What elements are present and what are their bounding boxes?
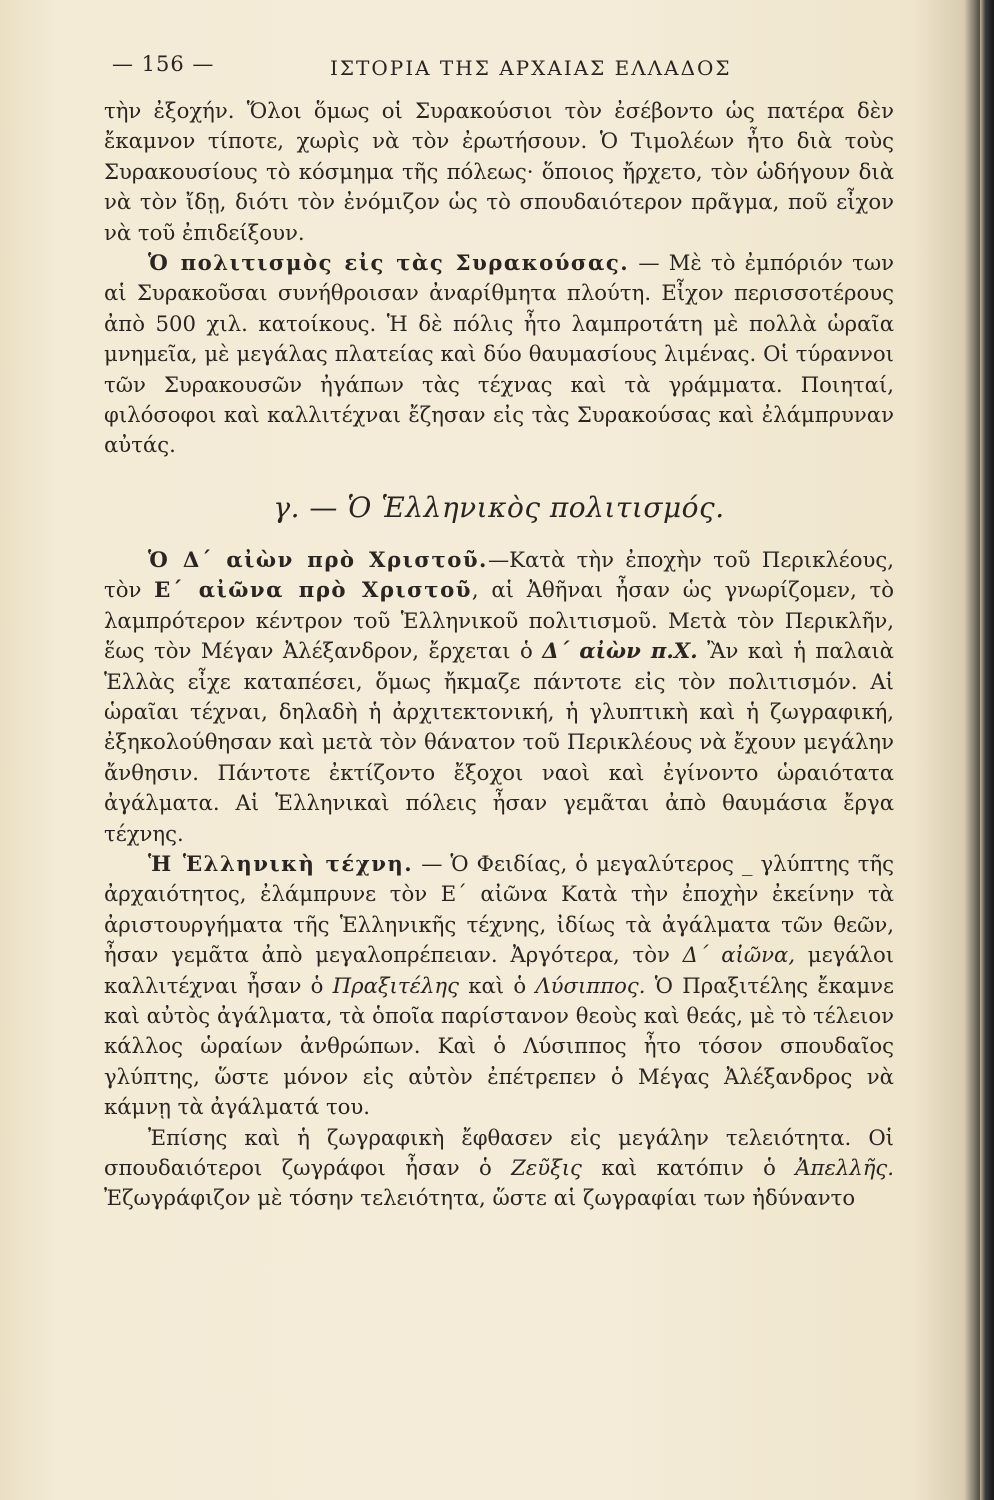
paragraph-text: Ὁ Πραξιτέλης ἔκαμνε καὶ αὐτὸς ἀγάλματα, τὰ ὁποῖα παρίστανον θεοὺς καὶ θεάς, μὲ τὸ τέλειον κάλλος ὡραίων ἀνθρώπων. Καὶ ὁ Λύσιππος ἦτο τόσον σπουδαῖος γλύπτης, ὥστε μόνον εἰς αὐτὸν ἐπέτρεπεν ὁ Μέγας Ἀλέξανδρος νὰ κάμνῃ τὰ ἀγάλματά του. (104, 972, 894, 1120)
paragraph-text: — Μὲ τὸ ἐμπόριόν των αἱ Συρακοῦσαι συνήθροισαν ἀναρίθμητα πλούτη. Εἶχον περισσοτέρους ἀπὸ 500 χιλ. κατοίκους. Ἡ δὲ πόλις ἦτο λαμπροτάτη μὲ πολλὰ ὡραῖα μνημεῖα, μὲ μεγάλας πλατείας καὶ δύο θαυμασίους λιμένας. Οἱ τύραννοι τῶν Συρακουσῶν ἠγάπων τὰς τέχνας καὶ τὰ γράμματα. Ποιηταί, φιλόσοφοι καὶ καλλιτέχναι ἔζησαν εἰς τὰς Συρακούσας καὶ ἐλάμπρυναν αὐτάς. (104, 250, 894, 458)
paragraph-lead: Ὁ Δ΄ αἰὼν πρὸ Χριστοῦ. (148, 546, 488, 572)
inline-bold: Ε΄ αἰῶνα πρὸ Χριστοῦ (154, 577, 472, 603)
paragraph-text: — Ὁ Φειδίας, ὁ μεγαλύτερος _ γλύπτης τῆς ἀρχαιότητος, ἐλάμπρυνε τὸν Ε΄ αἰῶνα Κατὰ τὴν ἐποχὴν ἐκείνην τὰ ἀριστουργήματα τῆς Ἑλληνικῆς τέχνης, ἰδίως τὰ ἀγάλματα τῶν θεῶν, ἦσαν γεμᾶτα ἀπὸ μεγαλοπρέπειαν. Ἀργότερα, τὸν (104, 850, 894, 968)
page-number: — 156 — (112, 52, 215, 76)
paragraph-lead: Ἡ Ἑλληνικὴ τέχνη. (148, 850, 414, 876)
inline-italic: Πραξιτέλης (332, 972, 459, 998)
running-title: ΙΣΤΟΡΙΑ ΤΗΣ ΑΡΧΑΙΑΣ ΕΛΛΑΔΟΣ (330, 56, 732, 80)
page-header (112, 52, 932, 92)
paragraph-text: καὶ ὁ (458, 972, 536, 998)
paragraph-text: καὶ κατόπιν ὁ (581, 1155, 796, 1180)
paragraph-fourth-century (104, 545, 894, 849)
paragraph-text: Ἂν καὶ ἡ παλαιὰ Ἑλλὰς εἶχε καταπέσει, ὅμως ἤκμαζε πάντοτε εἰς τὸν πολιτισμόν. Αἱ ὡραῖαι τέχναι, δηλαδὴ ἡ ἀρχιτεκτονική, ἡ γλυπτικὴ καὶ ἡ ζωγραφική, ἐξηκολούθησαν καὶ μετὰ τὸν θάνατον τοῦ Περικλέους νὰ ἔχουν μεγάλην ἄνθησιν. Πάντοτε ἐκτίζοντο ἔξοχοι ναοὶ καὶ ἐγίνοντο ὡραιότατα ἀγάλματα. Αἱ Ἑλληνικαὶ πόλεις ἦσαν γεμᾶται ἀπὸ θαυμάσια ἔργα τέχνης. (104, 638, 894, 846)
paragraph-painting (104, 1123, 894, 1214)
paragraph-text: , αἱ Ἀθῆναι ἦσαν ὡς γνωρίζομεν, τὸ λαμπρότερον κέντρον τοῦ Ἑλληνικοῦ πολιτισμοῦ. Μετὰ τὸν Περικλῆν, ἕως τὸν Μέγαν Ἀλέξανδρον, ἔρχεται ὁ (104, 577, 895, 664)
paragraph-text: τὴν ἐξοχήν. Ὅλοι ὅμως οἱ Συρακούσιοι τὸν ἐσέβοντο ὡς πατέρα δὲν ἔκαμνον τίποτε, χωρὶς νὰ τὸν ἐρωτήσουν. Ὁ Τιμολέων ἦτο διὰ τοὺς Συρακουσίους τὸ κόσμημα τῆς πόλεως· ὅποιος ἤρχετο, τὸν ὡδήγουν διὰ νὰ τὸν ἴδῃ, διότι τὸν ἐνόμιζον ὡς τὸ σπουδαιότερον πρᾶγμα, ποῦ εἶχον νὰ τοῦ ἐπιδείξουν. (104, 98, 894, 245)
paragraph-syracuse-civilization (104, 248, 894, 461)
paragraph-continued (104, 96, 894, 248)
inline-italic: Δ΄ αἰῶνα, (682, 942, 796, 968)
paragraph-text: —Κατὰ τὴν ἐποχὴν τοῦ Περικλέους, τὸν (104, 546, 895, 603)
paragraph-text: μεγάλοι καλλιτέχναι ἦσαν ὁ (104, 942, 895, 998)
page-binding-shadow (980, 0, 994, 1500)
inline-italic: Δ΄ αἰὼν π.Χ. (542, 638, 698, 664)
paragraph-text: Ἐζωγράφιζον μὲ τόσην τελειότητα, ὥστε αἱ ζωγραφίαι των ἠδύναντο (104, 1185, 856, 1211)
page-body (104, 96, 894, 1214)
paragraph-lead: Ὁ πολιτισμὸς εἰς τὰς Συρακούσας. (148, 250, 630, 276)
inline-italic: Λύσιππος. (535, 972, 646, 998)
inline-italic: Ἀπελλῆς. (795, 1155, 894, 1180)
section-heading: γ. — Ὁ Ἑλληνικὸς πολιτισμός. (273, 490, 725, 524)
paragraph-text: Ἐπίσης καὶ ἡ ζωγραφικὴ ἔφθασεν εἰς μεγάλην τελειότητα. Οἱ σπουδαιότεροι ζωγράφοι ἦσαν ὁ (104, 1124, 894, 1180)
inline-italic: Ζεῦξις (511, 1155, 582, 1180)
paragraph-greek-art (104, 849, 894, 1123)
